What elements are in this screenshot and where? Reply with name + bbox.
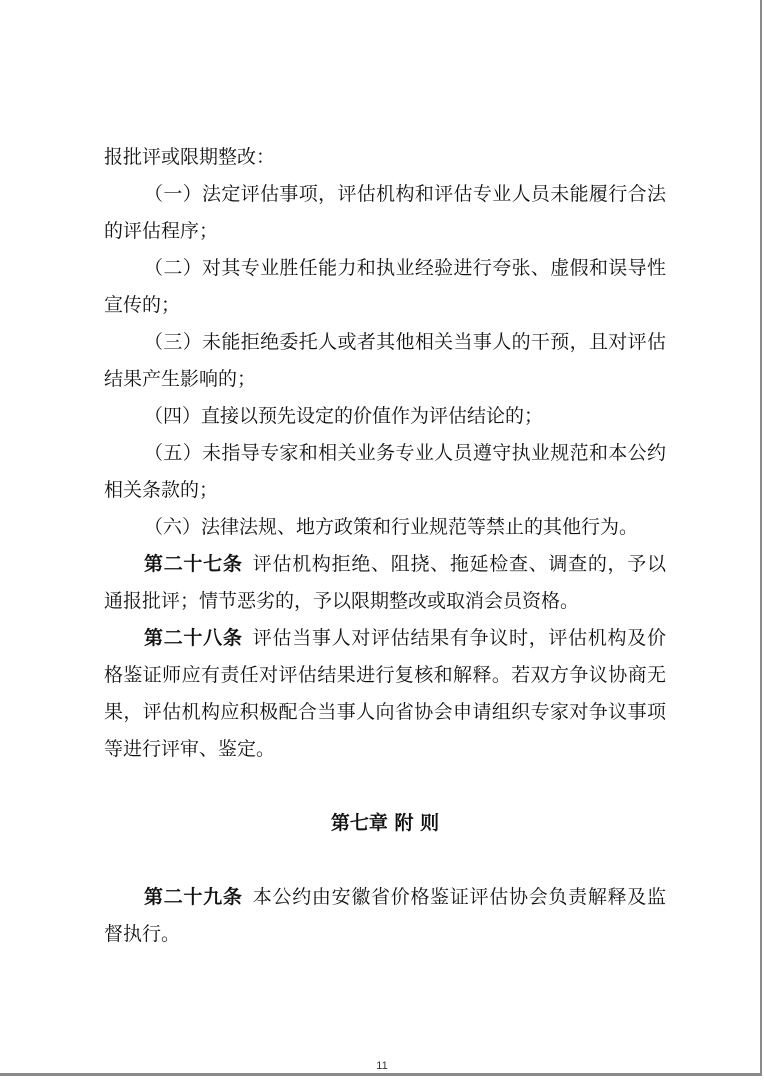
page-number: 11 [376,1060,388,1072]
article-27 [104,546,666,620]
article-28-text: 评估当事人对评估结果有争议时，评估机构及价格鉴证师应有责任对评估结果进行复核和解释。若双方争议协商无果，评估机构应积极配合当事人向省协会申请组织专家对争议事项等进行评审、鉴定。 [104,627,666,760]
article-28 [104,620,666,768]
paragraph-item-5: （五）未指导专家和相关业务专业人员遵守执业规范和本公约相关条款的； [104,442,666,501]
article-28-title: 第二十八条 [144,627,243,649]
paragraph-continuation: 报批评或限期整改： [104,146,276,168]
chapter-title: 第七章 附 则 [330,812,440,834]
article-27-text: 评估机构拒绝、阻挠、拖延检查、调查的，予以通报批评；情节恶劣的，予以限期整改或取消会员资格。 [104,553,666,612]
article-29-title: 第二十九条 [144,886,243,908]
paragraph-item-6: （六）法律法规、地方政策和行业规范等禁止的其他行为。 [144,516,639,538]
paragraph-item-3: （三）未能拒绝委托人或者其他相关当事人的干预，且对评估结果产生影响的； [104,331,666,390]
article-27-title: 第二十七条 [144,553,243,575]
article-29-text: 本公约由安徽省价格鉴证评估协会负责解释及监督执行。 [104,886,666,945]
paragraph-item-2: （二）对其专业胜任能力和执业经验进行夸张、虚假和误导性宣传的； [104,257,666,316]
document-body [104,139,666,953]
paragraph-item-4: （四）直接以预先设定的价值作为评估结论的； [144,405,544,427]
paragraph-item-1: （一）法定评估事项，评估机构和评估专业人员未能履行合法的评估程序； [104,183,666,242]
article-29 [104,879,666,953]
